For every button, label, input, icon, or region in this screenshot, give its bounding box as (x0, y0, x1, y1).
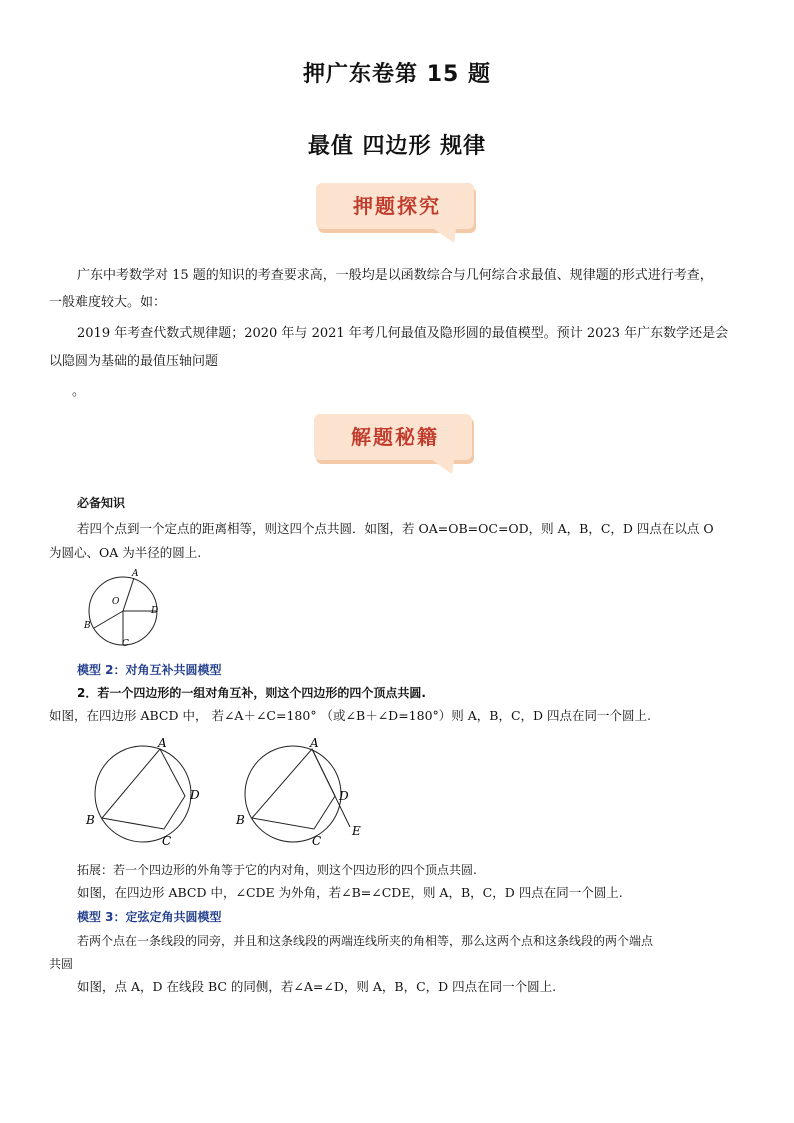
fig1-label: O (112, 597, 120, 607)
fig3-label: E (352, 824, 361, 838)
figure-cyclic-quadrilateral (80, 734, 210, 848)
fig1-label: D (151, 606, 159, 616)
model3-line-2: 共圆 (49, 957, 74, 971)
model3-heading: 模型 3：定弦定角共圆模型 (77, 910, 222, 924)
model2-line-1: 2．若一个四边形的一组对角互补，则这个四边形的四个顶点共圆. (77, 686, 426, 700)
model3-line-3: 如图，点 A，D 在线段 BC 的同侧，若∠A=∠D，则 A，B，C，D 四点在同一个圆上. (77, 979, 557, 994)
model2-heading: 模型 2：对角互补共圆模型 (77, 663, 222, 677)
figure-exterior-angle (230, 734, 370, 848)
fig2-label: A (158, 736, 167, 750)
banner-label: 押题探究 (353, 194, 441, 218)
fig2-label: D (190, 788, 200, 802)
fig3-label: A (310, 736, 319, 750)
intro-line-3: 2019 年考查代数式规律题；2020 年与 2021 年考几何最值及隐形圆的最值模型。预计 2023 年广东数学还是会 (77, 326, 729, 341)
extension-line-2: 如图，在四边形 ABCD 中，∠CDE 为外角，若∠B=∠CDE，则 A，B，C，D 四点在同一个圆上. (77, 885, 623, 900)
fig2-label: B (86, 813, 95, 827)
knowledge-heading: 必备知识 (77, 496, 126, 510)
model2-line-2: 如图，在四边形 ABCD 中， 若∠A＋∠C=180° （或∠B＋∠D=180°）则 A，B，C，D 四点在同一个圆上. (49, 708, 652, 723)
model3-line-1: 若两个点在一条线段的同旁，并且和这条线段的两端连线所夹的角相等，那么这两个点和这条线段的两个端点 (77, 934, 654, 948)
banner-label: 解题秘籍 (351, 425, 439, 449)
fig3-label: D (339, 789, 349, 803)
banner-exploration (316, 183, 478, 233)
extension-line-1: 拓展：若一个四边形的外角等于它的内对角，则这个四边形的四个顶点共圆. (77, 863, 477, 877)
fig2-label: C (162, 834, 172, 848)
fig1-label: C (122, 639, 129, 649)
knowledge-line-2: 为圆心、OA 为半径的圆上. (49, 545, 202, 560)
intro-line-5: 。 (72, 384, 86, 399)
intro-line-4: 以隐圆为基础的最值压轴问题 (49, 354, 219, 369)
banner-secrets (314, 414, 476, 464)
fig1-label: A (132, 569, 139, 579)
fig1-label: B (84, 621, 91, 631)
figure-concyclic-center (78, 566, 168, 656)
knowledge-line-1: 若四个点到一个定点的距离相等，则这四个点共圆．如图，若 OA=OB=OC=OD，则 A，B，C，D 四点在以点 O (77, 521, 714, 536)
fig3-label: C (312, 834, 322, 848)
intro-line-2: 一般难度较大。如： (49, 295, 167, 310)
page-subtitle: 最值 四边形 规律 (307, 134, 487, 159)
page-title: 押广东卷第 15 题 (303, 62, 491, 87)
fig3-label: B (236, 813, 245, 827)
intro-line-1: 广东中考数学对 15 题的知识的考查要求高，一般均是以函数综合与几何综合求最值、规律题的形式进行考查， (77, 268, 713, 283)
